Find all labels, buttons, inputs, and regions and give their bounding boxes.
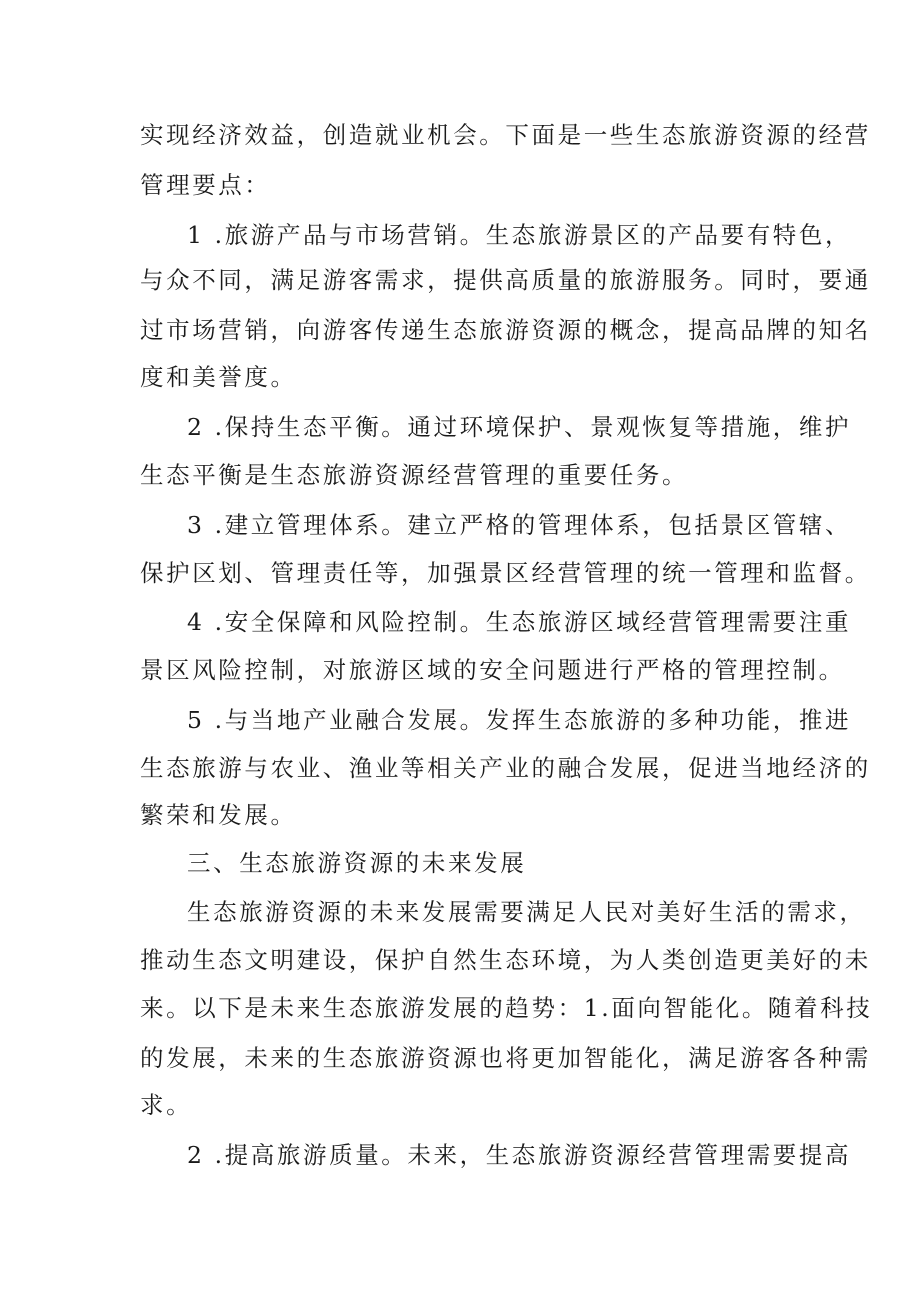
list-item-3-line: 3 .建立管理体系。建立严格的管理体系，包括景区管辖、 xyxy=(187,511,852,539)
list-item-1-line: 1 .旅游产品与市场营销。生态旅游景区的产品要有特色， xyxy=(187,221,852,249)
paragraph-line: 推动生态文明建设，保护自然生态环境，为人类创造更美好的未 xyxy=(140,946,871,974)
paragraph-line: 管理要点： xyxy=(140,171,271,199)
paragraph-line: 度和美誉度。 xyxy=(140,363,297,391)
list-item-2-line: 2 .提高旅游质量。未来，生态旅游资源经营管理需要提高 xyxy=(187,1141,852,1169)
list-item-4-line: 4 .安全保障和风险控制。生态旅游区域经营管理需要注重 xyxy=(187,608,852,636)
paragraph-line: 与众不同，满足游客需求，提供高质量的旅游服务。同时，要通 xyxy=(140,266,871,294)
paragraph-line: 繁荣和发展。 xyxy=(140,801,297,829)
paragraph-line: 的发展，未来的生态旅游资源也将更加智能化，满足游客各种需 xyxy=(140,1044,871,1072)
paragraph-line: 来。以下是未来生态旅游发展的趋势：1.面向智能化。随着科技 xyxy=(140,994,873,1022)
paragraph-line: 过市场营销，向游客传递生态旅游资源的概念，提高品牌的知名 xyxy=(140,316,871,344)
paragraph-line: 生态平衡是生态旅游资源经营管理的重要任务。 xyxy=(140,461,689,489)
paragraph-first-line: 生态旅游资源的未来发展需要满足人民对美好生活的需求， xyxy=(187,898,866,926)
section-heading: 三、生态旅游资源的未来发展 xyxy=(187,849,527,877)
paragraph-line: 保护区划、管理责任等，加强景区经营管理的统一管理和监督。 xyxy=(140,559,871,587)
list-item-2-line: 2 .保持生态平衡。通过环境保护、景观恢复等措施，维护 xyxy=(187,413,852,441)
paragraph-line: 求。 xyxy=(140,1091,193,1119)
paragraph-line: 实现经济效益，创造就业机会。下面是一些生态旅游资源的经营 xyxy=(140,121,871,149)
paragraph-line: 景区风险控制，对旅游区域的安全问题进行严格的管理控制。 xyxy=(140,656,845,684)
list-item-5-line: 5 .与当地产业融合发展。发挥生态旅游的多种功能，推进 xyxy=(187,706,852,734)
paragraph-line: 生态旅游与农业、渔业等相关产业的融合发展，促进当地经济的 xyxy=(140,754,871,782)
